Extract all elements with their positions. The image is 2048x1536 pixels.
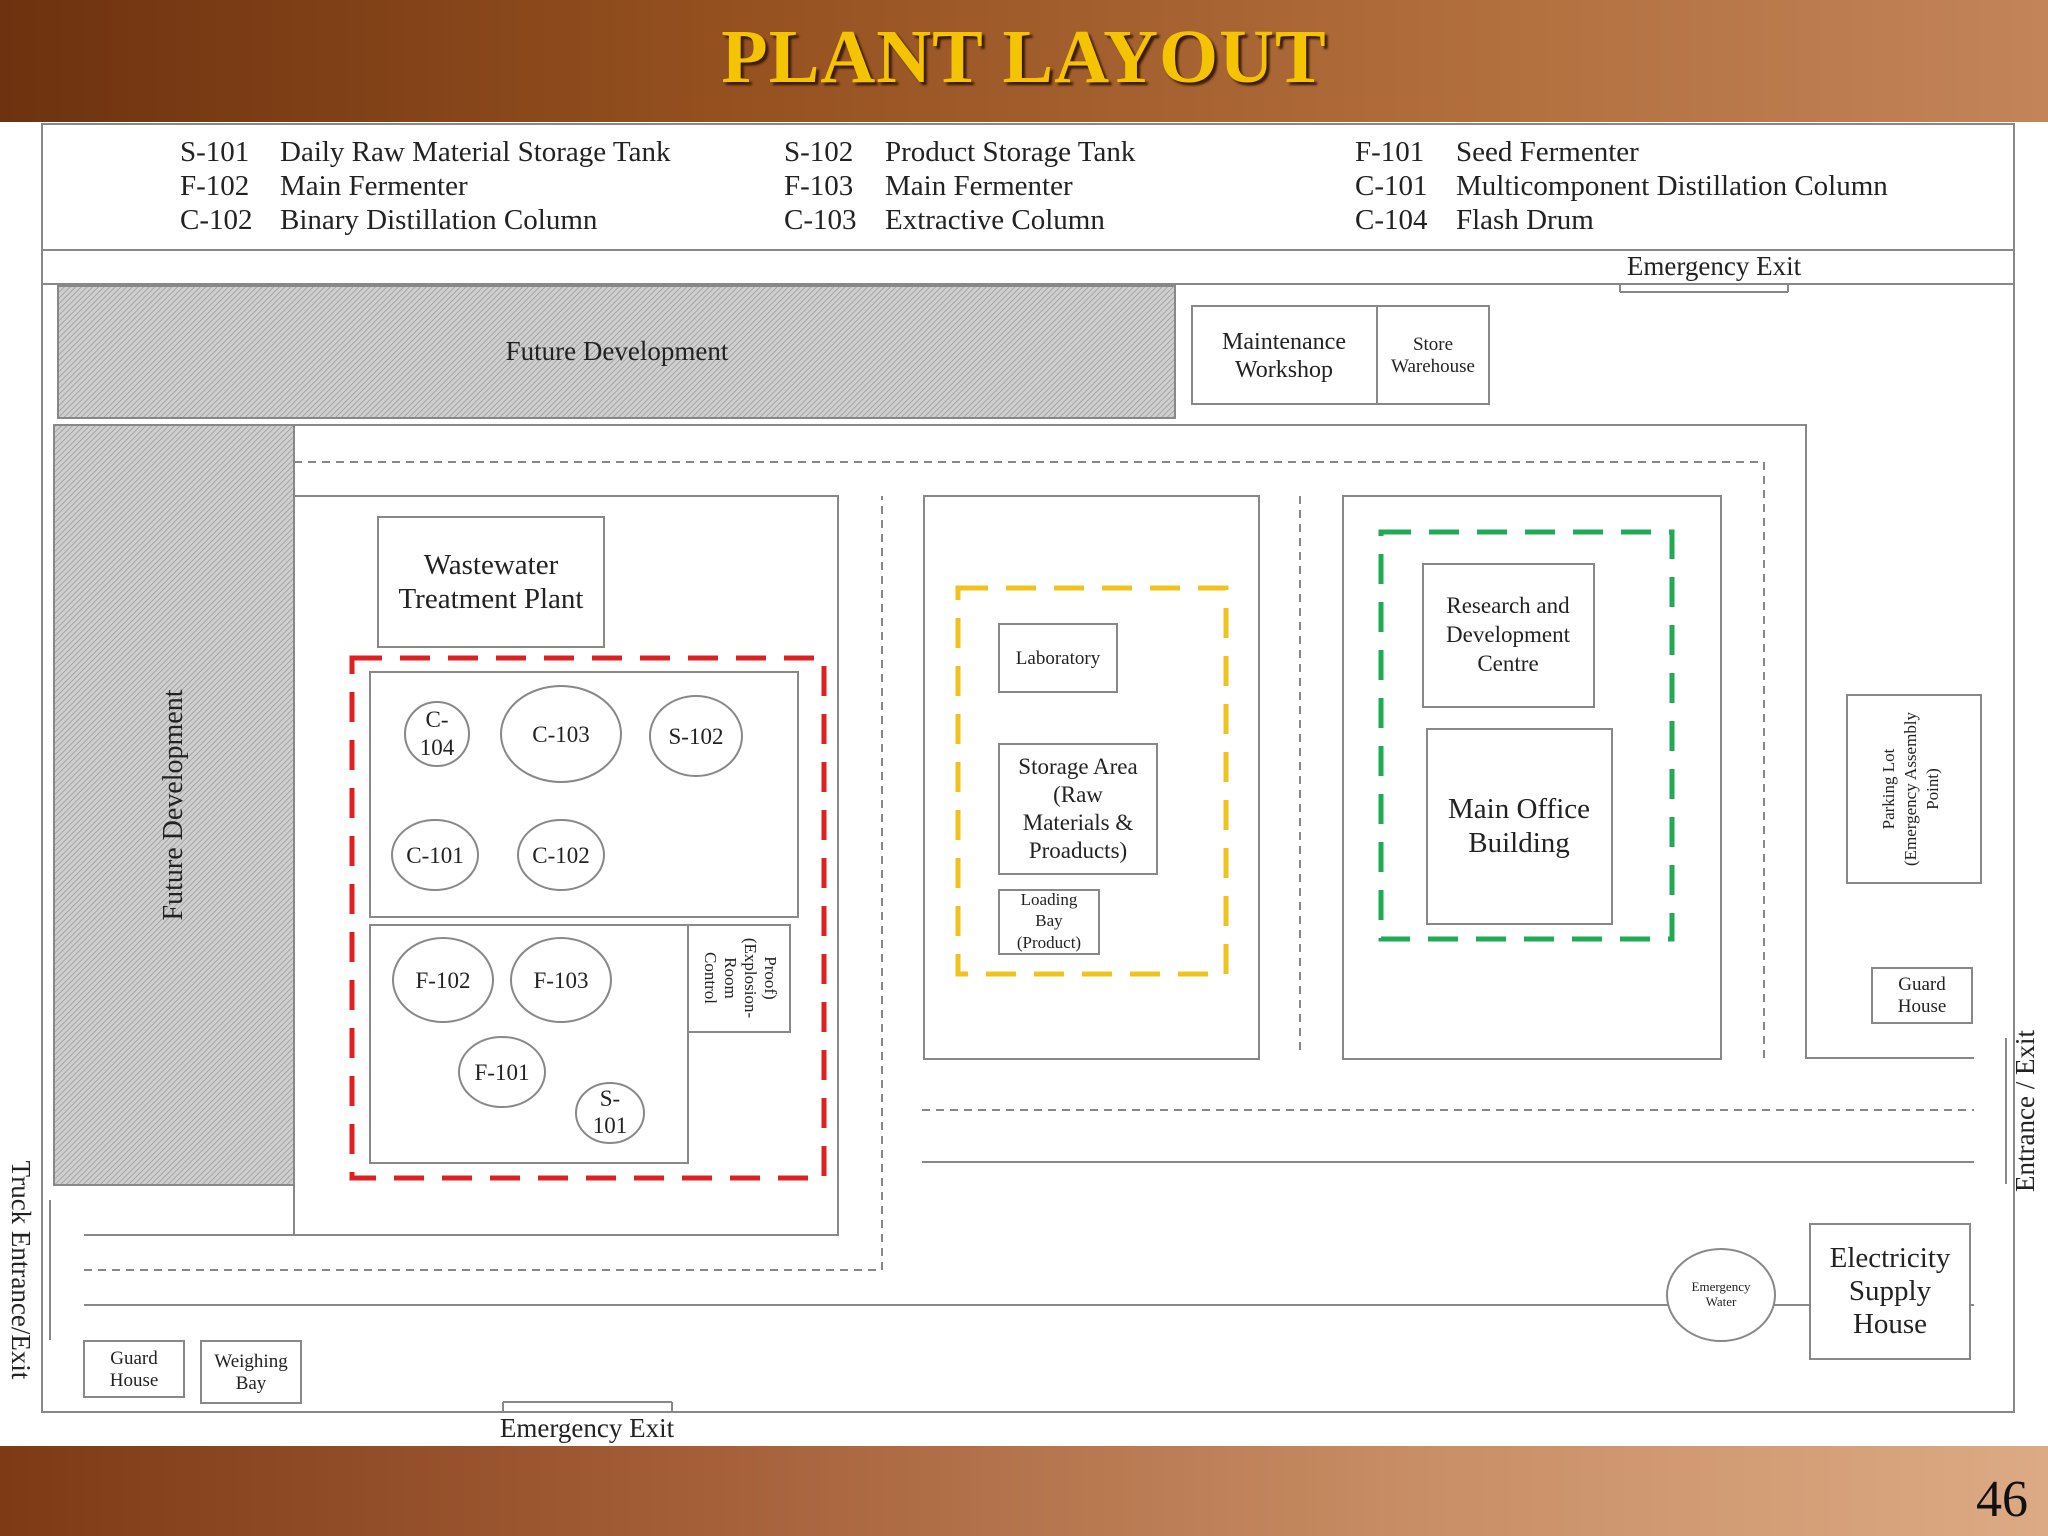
laboratory-label: Laboratory xyxy=(1015,648,1101,669)
weighing-bay-label: Weighing xyxy=(214,1351,288,1372)
truck-entrance-label: Truck Entrance/Exit xyxy=(6,1160,36,1380)
legend-code: C-104 xyxy=(1355,204,1428,236)
guard-house-label: Guard xyxy=(1898,974,1946,995)
emergency-water-label: Emergency xyxy=(1691,1279,1751,1294)
c103-label: C-103 xyxy=(532,722,590,747)
legend-code: C-102 xyxy=(180,204,253,236)
f102-label: F-102 xyxy=(415,968,471,993)
legend-desc: Seed Fermenter xyxy=(1456,136,1639,168)
legend-code: F-103 xyxy=(784,170,854,202)
rnd-label: Centre xyxy=(1477,651,1539,676)
parking-label: Point) xyxy=(1923,768,1942,810)
store-warehouse xyxy=(1377,306,1489,404)
loading-bay-label: Bay xyxy=(1035,911,1063,930)
emergency-water-label: Water xyxy=(1705,1294,1737,1309)
electricity-label: Electricity xyxy=(1829,1242,1951,1274)
legend-desc: Product Storage Tank xyxy=(885,136,1136,168)
legend-desc: Main Fermenter xyxy=(885,170,1073,202)
legend-code: F-101 xyxy=(1355,136,1425,168)
control-room-label: Control xyxy=(701,952,720,1004)
legend-code: F-102 xyxy=(180,170,250,202)
maintenance-workshop xyxy=(1192,306,1377,404)
page-number: 46 xyxy=(1976,1471,2028,1528)
loading-bay-label: Loading xyxy=(1020,890,1078,909)
f103-label: F-103 xyxy=(533,968,589,993)
wastewater-treatment-plant xyxy=(378,517,604,647)
legend-desc: Main Fermenter xyxy=(280,170,468,202)
legend-code: S-101 xyxy=(180,136,250,168)
loading-bay-label: (Product) xyxy=(1016,933,1082,952)
wastewater-label: Treatment Plant xyxy=(398,583,584,615)
main-office-label: Building xyxy=(1468,827,1570,859)
parking-label: (Emergency Assembly xyxy=(1901,711,1920,867)
slide-title: PLANT LAYOUT xyxy=(721,15,1327,99)
legend-desc: Daily Raw Material Storage Tank xyxy=(280,136,671,168)
storage-area-label: (Raw xyxy=(1053,782,1103,807)
electricity-label: House xyxy=(1852,1308,1928,1340)
legend-code: C-103 xyxy=(784,204,857,236)
emergency-exit-top-label: Emergency Exit xyxy=(1626,251,1802,281)
main-office-label: Main Office xyxy=(1448,793,1590,825)
legend-desc: Multicomponent Distillation Column xyxy=(1456,170,1888,202)
storage-area-label: Proaducts) xyxy=(1028,838,1128,863)
future-development-top-label: Future Development xyxy=(505,336,729,366)
guard-house-label: House xyxy=(109,1370,159,1391)
control-room-label: (Explosion- xyxy=(741,937,760,1019)
rnd-label: Development xyxy=(1446,622,1570,647)
s101-label: 101 xyxy=(592,1113,628,1138)
maintenance-label: Maintenance xyxy=(1222,329,1346,355)
future-development-left-label: Future Development xyxy=(158,689,189,921)
c102-label: C-102 xyxy=(532,843,590,868)
legend-desc: Binary Distillation Column xyxy=(280,204,598,236)
f101-label: F-101 xyxy=(474,1060,530,1085)
guard-house-label: Guard xyxy=(110,1348,158,1369)
weighing-bay-label: Bay xyxy=(235,1373,267,1394)
rnd-label: Research and xyxy=(1446,593,1570,618)
store-label: Store xyxy=(1412,334,1454,355)
control-room-label: Proof) xyxy=(761,956,780,1000)
guard-house-label: House xyxy=(1897,996,1947,1017)
emergency-exit-bottom-label: Emergency Exit xyxy=(499,1413,675,1443)
legend-code: C-101 xyxy=(1355,170,1428,202)
legend-code: S-102 xyxy=(784,136,854,168)
s102-label: S-102 xyxy=(668,724,724,749)
legend-desc: Extractive Column xyxy=(885,204,1105,236)
c104-label: C- xyxy=(425,707,449,732)
parking-label: Parking Lot xyxy=(1879,748,1898,830)
storage-area-label: Materials & xyxy=(1022,810,1134,835)
wastewater-label: Wastewater xyxy=(423,549,559,581)
c104-label: 104 xyxy=(419,735,455,760)
store-label: Warehouse xyxy=(1391,356,1475,377)
legend-desc: Flash Drum xyxy=(1456,204,1594,236)
storage-area-label: Storage Area xyxy=(1018,754,1138,779)
c101-label: C-101 xyxy=(406,843,464,868)
maintenance-label: Workshop xyxy=(1234,357,1334,383)
s101-label: S- xyxy=(599,1086,621,1111)
control-room-label: Room xyxy=(721,957,740,999)
electricity-label: Supply xyxy=(1848,1275,1932,1307)
entrance-exit-label: Entrance / Exit xyxy=(2010,1030,2040,1192)
